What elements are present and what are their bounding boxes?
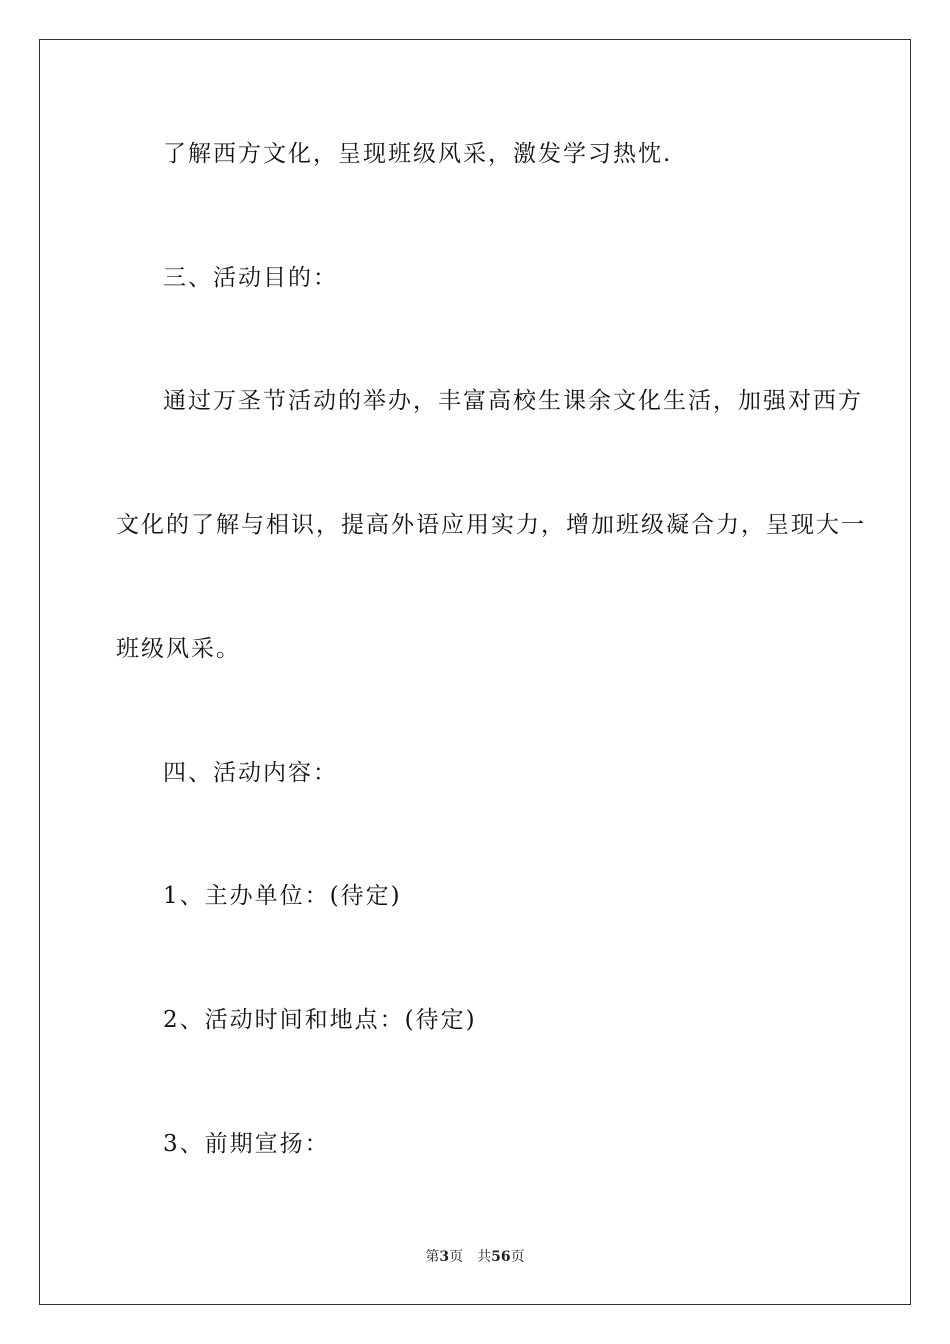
footer-total-prefix: 共 bbox=[477, 1249, 492, 1265]
body-paragraph: 文化的了解与相识，提高外语应用实力，增加班级凝合力，呈现大一 bbox=[116, 512, 866, 538]
list-item: 1、主办单位：(待定) bbox=[163, 883, 402, 909]
footer-page-number: 3 bbox=[439, 1249, 450, 1265]
section-heading-content: 四、活动内容： bbox=[163, 760, 338, 786]
page-border bbox=[39, 39, 911, 1305]
page-footer bbox=[0, 1247, 950, 1267]
body-paragraph: 班级风采。 bbox=[116, 636, 241, 662]
section-heading-purpose: 三、活动目的： bbox=[163, 265, 338, 291]
list-item: 3、前期宣扬： bbox=[163, 1131, 330, 1157]
footer-total-suffix: 页 bbox=[510, 1249, 525, 1265]
list-item: 2、活动时间和地点：(待定) bbox=[163, 1007, 477, 1033]
body-paragraph: 了解西方文化，呈现班级风采，激发学习热忱. bbox=[163, 141, 673, 167]
footer-total-pages: 56 bbox=[491, 1249, 511, 1265]
footer-page-suffix: 页 bbox=[449, 1249, 464, 1265]
footer-page-prefix: 第 bbox=[425, 1249, 440, 1265]
body-paragraph: 通过万圣节活动的举办，丰富高校生课余文化生活，加强对西方 bbox=[163, 388, 863, 414]
